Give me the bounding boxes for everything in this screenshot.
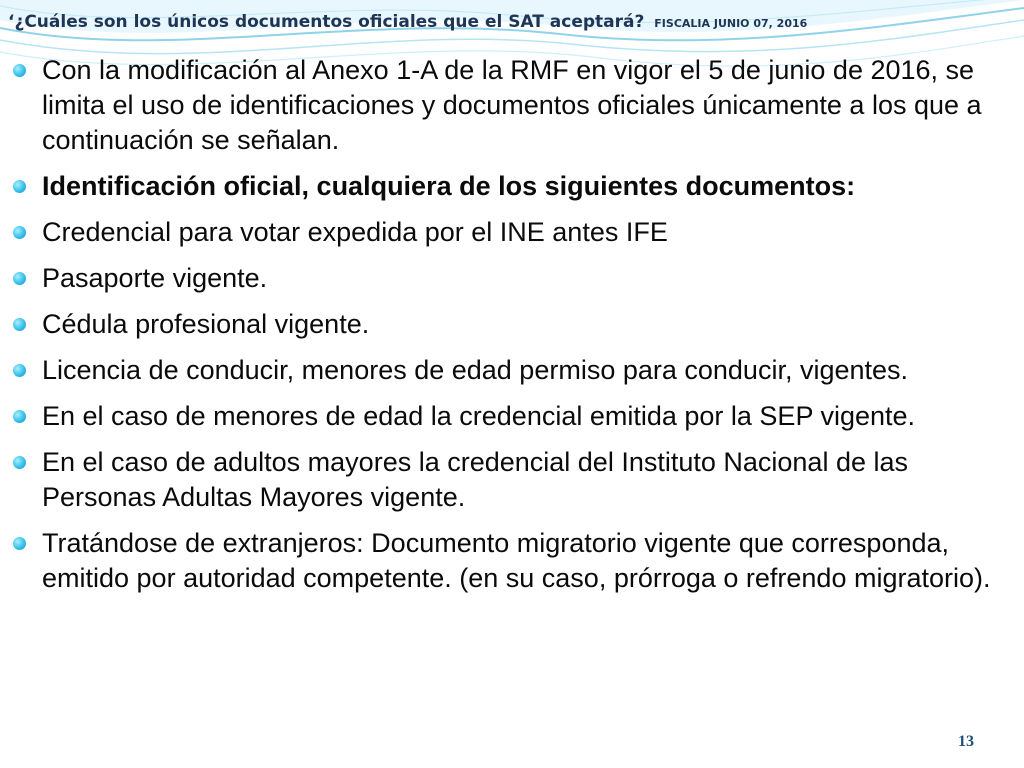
bullet-item xyxy=(0,261,1010,296)
bullet-dot-icon xyxy=(13,64,26,77)
bullet-dot-icon xyxy=(13,456,26,469)
bullet-text: Tratándose de extranjeros: Documento migratorio vigente que corresponda, emitido por autoridad competente. (en su caso, prórroga o refrendo migratorio). xyxy=(42,528,991,593)
bullet-text: Credencial para votar expedida por el INE antes IFE xyxy=(42,217,668,247)
bullet-item xyxy=(0,53,1010,158)
bullet-text: Cédula profesional vigente. xyxy=(42,309,370,339)
bullet-dot-icon xyxy=(13,226,26,239)
bullet-text: Licencia de conducir, menores de edad permiso para conducir, vigentes. xyxy=(42,355,909,385)
bullet-text: En el caso de menores de edad la credencial emitida por la SEP vigente. xyxy=(42,401,916,431)
bullet-item xyxy=(0,169,1010,204)
bullet-item xyxy=(0,307,1010,342)
bullet-item xyxy=(0,215,1010,250)
title-subtitle: FISCALIA JUNIO 07, 2016 xyxy=(654,17,808,30)
bullet-dot-icon xyxy=(13,364,26,377)
bullet-item xyxy=(0,445,1010,515)
bullet-dot-icon xyxy=(13,318,26,331)
bullet-text: Pasaporte vigente. xyxy=(42,263,268,293)
bullet-dot-icon xyxy=(13,537,26,550)
title-main: ‘¿Cuáles son los únicos documentos oficiales que el SAT aceptará? xyxy=(8,12,645,32)
page-number: 13 xyxy=(958,733,974,750)
bullet-list xyxy=(0,53,1010,607)
bullet-text: En el caso de adultos mayores la credencial del Instituto Nacional de las Personas Adultas Mayores vigente. xyxy=(42,447,908,512)
bullet-item xyxy=(0,353,1010,388)
bullet-item xyxy=(0,526,1010,596)
bullet-item xyxy=(0,399,1010,434)
bullet-text: Con la modificación al Anexo 1-A de la RMF en vigor el 5 de junio de 2016, se limita el uso de identificaciones y documentos oficiales únicamente a los que a continuación se señalan. xyxy=(42,55,982,155)
bullet-dot-icon xyxy=(13,410,26,423)
bullet-dot-icon xyxy=(13,180,26,193)
bullet-dot-icon xyxy=(13,272,26,285)
slide-title xyxy=(8,10,1018,42)
bullet-text: Identificación oficial, cualquiera de los siguientes documentos: xyxy=(42,171,856,201)
